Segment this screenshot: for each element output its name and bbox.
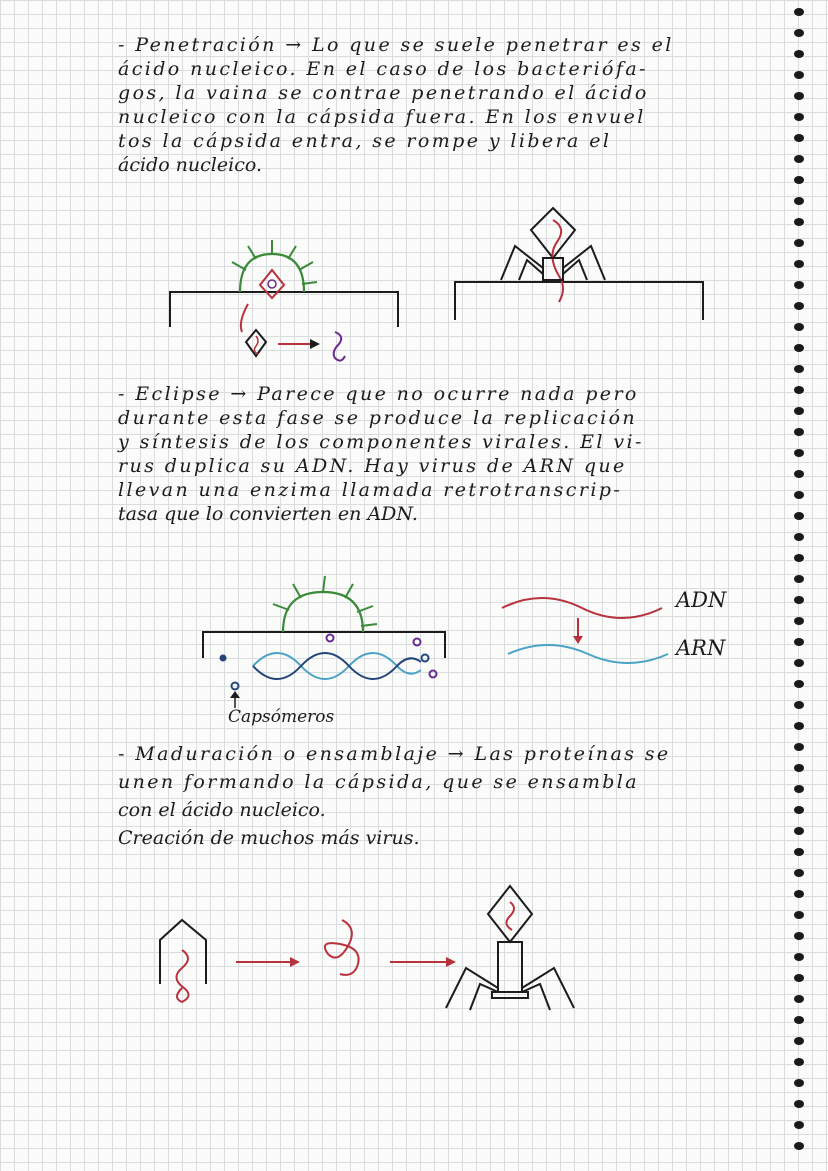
binding-hole — [794, 1142, 804, 1150]
binding-hole — [794, 407, 804, 415]
cell-membrane — [203, 632, 445, 658]
injected-dna — [552, 220, 563, 302]
binding-hole — [794, 470, 804, 478]
text-line: llevan una enzima llamada retrotranscrip- — [118, 479, 623, 501]
nucleic-acid — [176, 950, 188, 1002]
spiral-binding — [788, 0, 810, 1171]
binding-hole — [794, 239, 804, 247]
binding-hole — [794, 1079, 804, 1087]
assembly-diagram — [150, 880, 610, 1030]
envelope-spikes — [232, 240, 317, 284]
dna-wave — [502, 598, 662, 618]
binding-hole — [794, 50, 804, 58]
binding-hole — [794, 218, 804, 226]
binding-hole — [794, 806, 804, 814]
binding-hole — [794, 659, 804, 667]
capsomeros-label: Capsómeros — [228, 707, 335, 727]
binding-hole — [794, 1016, 804, 1024]
binding-hole — [794, 1037, 804, 1045]
folded-genome — [325, 920, 359, 975]
adn-label: ADN — [676, 588, 727, 612]
section-eclipse — [118, 382, 758, 526]
binding-hole — [794, 533, 804, 541]
binding-hole — [794, 953, 804, 961]
binding-hole — [794, 575, 804, 583]
transcription-arrowhead — [573, 636, 583, 644]
binding-hole — [794, 1058, 804, 1066]
capsomer — [327, 635, 334, 642]
binding-hole — [794, 722, 804, 730]
binding-hole — [794, 260, 804, 268]
binding-hole — [794, 386, 804, 394]
binding-hole — [794, 449, 804, 457]
binding-hole — [794, 113, 804, 121]
binding-hole — [794, 29, 804, 37]
capsomer — [232, 683, 239, 690]
binding-hole — [794, 869, 804, 877]
text-line: Creación de muchos más virus. — [118, 827, 420, 849]
text-line: rus duplica su ADN. Hay virus de ARN que — [118, 455, 627, 477]
binding-holes — [788, 0, 810, 1171]
section-penetracion — [118, 33, 758, 177]
binding-hole — [794, 680, 804, 688]
binding-hole — [794, 764, 804, 772]
binding-hole — [794, 596, 804, 604]
binding-hole — [794, 743, 804, 751]
text-line: - Penetración → Lo que se suele penetrar es el — [118, 34, 674, 56]
binding-hole — [794, 155, 804, 163]
arrowhead — [446, 957, 456, 967]
binding-hole — [794, 134, 804, 142]
binding-hole — [794, 848, 804, 856]
phage-tail — [498, 942, 522, 992]
arn-label: ARN — [676, 636, 726, 660]
binding-hole — [794, 512, 804, 520]
binding-hole — [794, 1121, 804, 1129]
text-line: tos la cápsida entra, se rompe y libera el — [118, 130, 612, 152]
text-line: - Eclipse → Parece que no ocurre nada pero — [118, 383, 639, 405]
binding-hole — [794, 995, 804, 1003]
viral-envelope — [240, 254, 304, 292]
released-genome — [334, 332, 345, 361]
binding-hole — [794, 491, 804, 499]
capsomer — [414, 639, 421, 646]
text-line: con el ácido nucleico. — [118, 799, 326, 821]
text-line: - Maduración o ensamblaje → Las proteínas se — [118, 743, 671, 765]
binding-hole — [794, 323, 804, 331]
arrowhead — [310, 339, 320, 349]
transcription-diagram — [500, 590, 670, 670]
release-arrow — [241, 304, 248, 332]
binding-hole — [794, 554, 804, 562]
capsomer — [430, 671, 437, 678]
viral-envelope — [283, 592, 363, 632]
cell-wall — [455, 282, 703, 320]
packed-dna — [506, 902, 514, 930]
nucleic-acid-free — [254, 336, 258, 354]
pointer-arrowhead — [230, 691, 240, 698]
binding-hole — [794, 92, 804, 100]
binding-hole — [794, 911, 804, 919]
binding-hole — [794, 638, 804, 646]
replication-diagram — [195, 570, 455, 720]
binding-hole — [794, 827, 804, 835]
section-maduracion — [118, 740, 758, 852]
tail-fibers — [446, 968, 574, 1010]
arrowhead — [290, 957, 300, 967]
capsid-shell — [160, 920, 206, 984]
binding-hole — [794, 974, 804, 982]
binding-hole — [794, 428, 804, 436]
binding-hole — [794, 281, 804, 289]
binding-hole — [794, 1100, 804, 1108]
binding-hole — [794, 344, 804, 352]
binding-hole — [794, 932, 804, 940]
binding-hole — [794, 8, 804, 16]
text-line: tasa que lo convierten en ADN. — [118, 503, 418, 525]
text-line: durante esta fase se produce la replicación — [118, 407, 638, 429]
binding-hole — [794, 365, 804, 373]
capsid — [260, 270, 284, 298]
binding-hole — [794, 302, 804, 310]
binding-hole — [794, 701, 804, 709]
text-line: gos, la vaina se contrae penetrando el ácido — [118, 82, 649, 104]
nucleic-acid — [268, 280, 276, 288]
base-plate — [492, 992, 528, 998]
binding-hole — [794, 890, 804, 898]
capsomer — [422, 655, 429, 662]
text-line: y síntesis de los componentes virales. El vi- — [118, 431, 644, 453]
binding-hole — [794, 785, 804, 793]
binding-hole — [794, 176, 804, 184]
binding-hole — [794, 197, 804, 205]
text-line: ácido nucleico. — [118, 154, 262, 176]
enveloped-virus-diagram — [160, 232, 420, 372]
rna-wave — [508, 645, 668, 663]
binding-hole — [794, 617, 804, 625]
text-line: unen formando la cápsida, que se ensambla — [118, 771, 640, 793]
binding-hole — [794, 71, 804, 79]
cell-membrane — [170, 292, 398, 327]
phage-head — [488, 886, 532, 942]
capsomer — [220, 655, 227, 662]
text-line: nucleico con la cápsida fuera. En los envuel — [118, 106, 646, 128]
text-line: ácido nucleico. En el caso de los bacteriófa- — [118, 58, 648, 80]
bacteriophage-penetration-diagram — [445, 200, 705, 340]
